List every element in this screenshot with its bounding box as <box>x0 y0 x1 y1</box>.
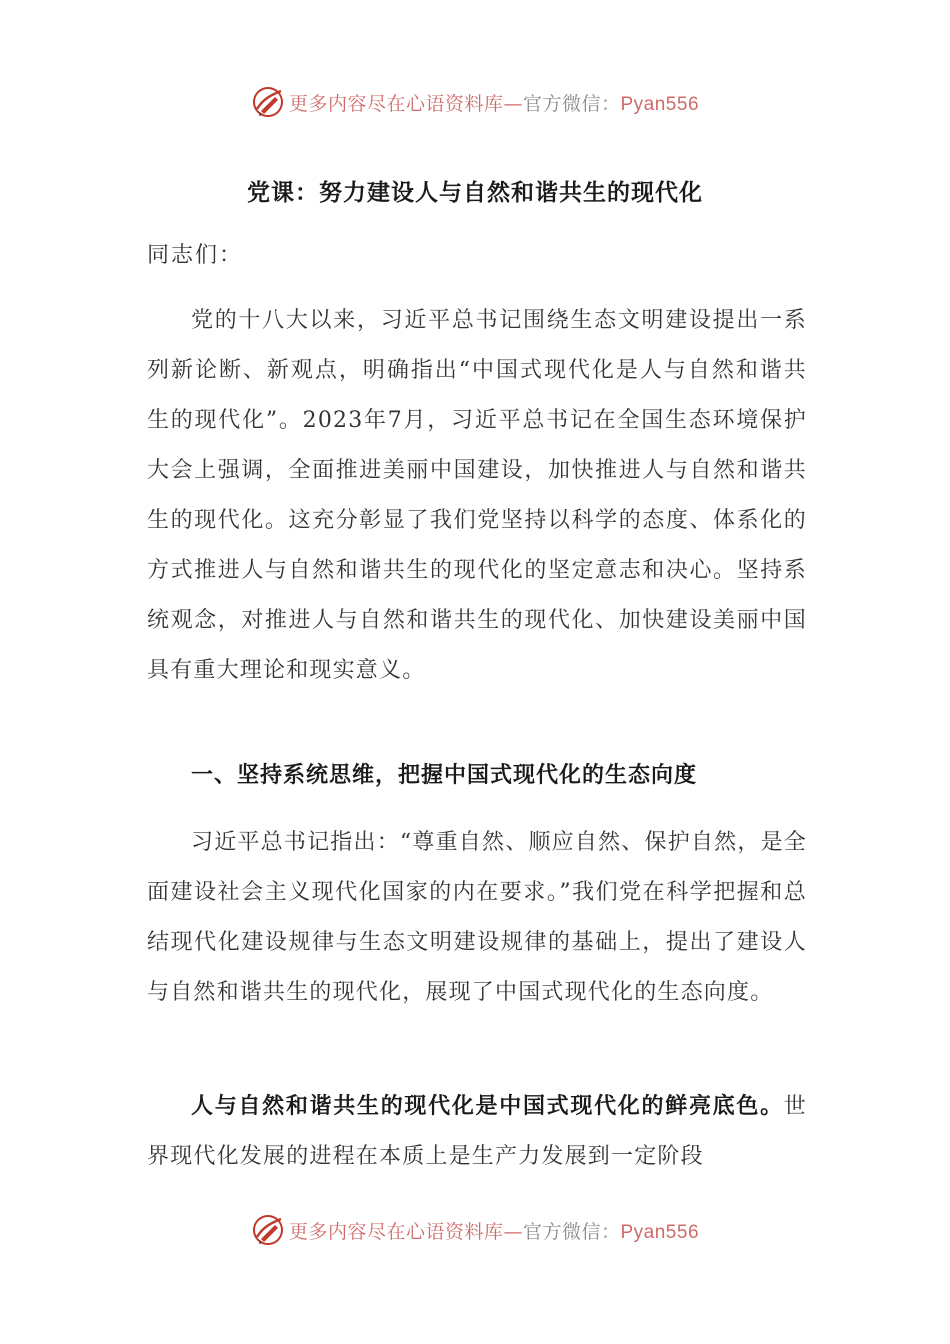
footer-banner <box>0 1210 950 1250</box>
pen-logo-icon <box>251 1213 285 1247</box>
paragraph-intro: 党的十八大以来，习近平总书记围绕生态文明建设提出一系列新论断、新观点，明确指出“中国式现代化是人与自然和谐共生的现代化”。2023年7月，习近平总书记在全国生态环境保护大会上强调，全面推进美丽中国建设，加快推进人与自然和谐共生的现代化。这充分彰显了我们党坚持以科学的态度、体系化的方式推进人与自然和谐共生的现代化的坚定意志和决心。坚持系统观念，对推进人与自然和谐共生的现代化、加快建设美丽中国具有重大理论和现实意义。 <box>147 308 807 683</box>
banner-wechat-id: Pyan556 <box>620 1221 700 1243</box>
section-heading-1: 一、坚持系统思维，把握中国式现代化的生态向度 <box>191 763 698 788</box>
header-banner <box>0 82 950 122</box>
banner-site-text: 更多内容尽在心语资料库— <box>288 92 523 115</box>
banner-wechat-id: Pyan556 <box>620 93 700 115</box>
pen-logo-icon <box>251 85 285 119</box>
banner-text <box>289 89 699 116</box>
banner-wechat-label: 官方微信： <box>522 92 621 115</box>
paragraph-section1-lead <box>147 1082 807 1182</box>
paragraph-section1-quote: 习近平总书记指出：“尊重自然、顺应自然、保护自然，是全面建设社会主义现代化国家的内在要求。”我们党在科学把握和总结现代化建设规律与生态文明建设规律的基础上，提出了建设人与自然和谐共生的现代化，展现了中国式现代化的生态向度。 <box>147 830 807 1005</box>
document-title: 党课：努力建设人与自然和谐共生的现代化 <box>247 180 703 206</box>
paragraph-continuation: 世界现代化发展的进程在本质上是生产力发展到一定阶段 <box>147 1094 807 1169</box>
banner-text <box>289 1217 699 1244</box>
paragraph-lead-sentence: 人与自然和谐共生的现代化是中国式现代化的鲜亮底色。 <box>191 1094 784 1119</box>
salutation: 同志们： <box>147 243 244 268</box>
banner-wechat-label: 官方微信： <box>522 1220 621 1243</box>
banner-site-text: 更多内容尽在心语资料库— <box>288 1220 523 1243</box>
